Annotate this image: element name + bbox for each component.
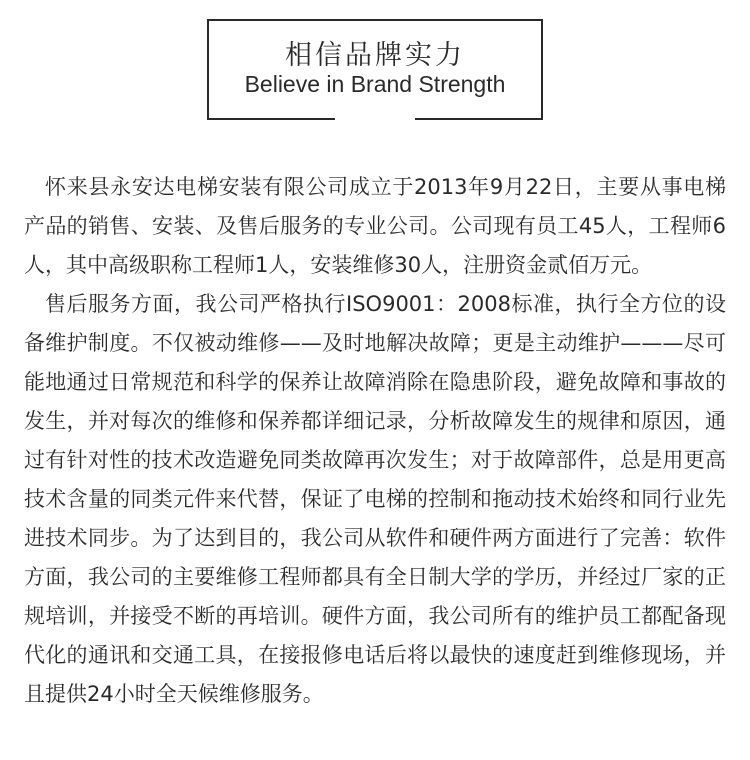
- frame-bottom-left-border: [207, 118, 335, 120]
- section-title-english: Believe in Brand Strength: [244, 71, 506, 97]
- frame-top-border: [207, 19, 543, 21]
- service-paragraph: 售后服务方面，我公司严格执行ISO9001：2008标准，执行全方位的设备维护制度。不仅被动维修——及时地解决故障；更是主动维护———尽可能地通过日常规范和科学的保养让故障消除在隐患阶段，避免故障和事故的发生，并对每次的维修和保养都详细记录，分析故障发生的规律和原因，通过有针对性的技术改造避免同类故障再次发生；对于故障部件，总是用更高技术含量的同类元件来代替，保证了电梯的控制和拖动技术始终和同行业先进技术同步。为了达到目的，我公司从软件和硬件两方面进行了完善：软件方面，我公司的主要维修工程师都具有全日制大学的学历，并经过厂家的正规培训，并接受不断的再培训。硬件方面，我公司所有的维护员工都配备现代化的通讯和交通工具，在接报修电话后将以最快的速度赶到维修现场，并且提供24小时全天候维修服务。: [24, 292, 726, 706]
- title-frame: [207, 19, 543, 120]
- intro-paragraph: 怀来县永安达电梯安装有限公司成立于2013年9月22日，主要从事电梯产品的销售、安装、及售后服务的专业公司。公司现有员工45人，工程师6人，其中高级职称工程师1人，安装维修30人，注册资金贰佰万元。: [24, 175, 726, 277]
- company-introduction: [24, 168, 726, 714]
- frame-bottom-right-border: [415, 118, 543, 120]
- section-title-chinese: 相信品牌实力: [285, 40, 465, 71]
